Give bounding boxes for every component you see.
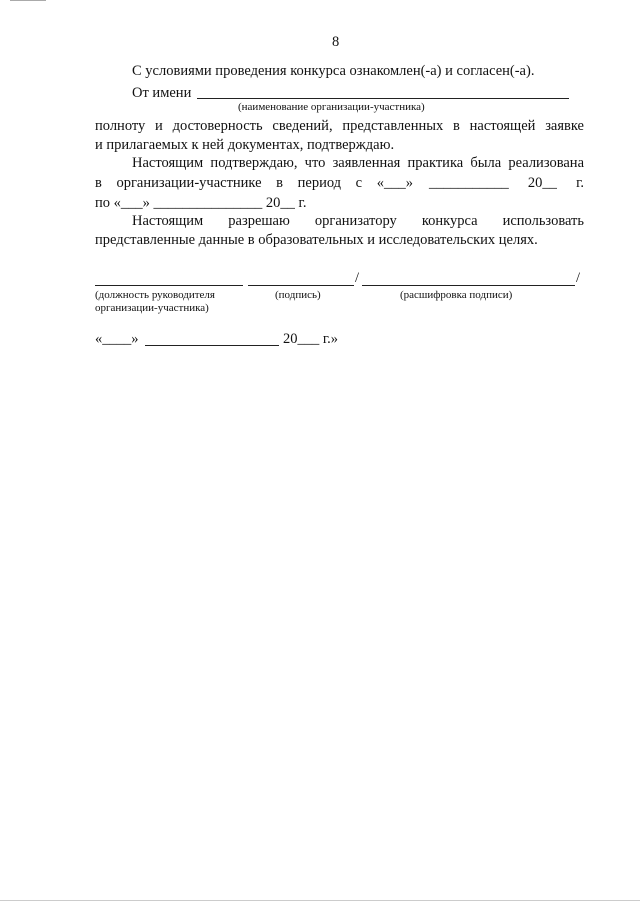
caption-position-2: организации-участника) <box>95 302 209 314</box>
permit-line-1: Настоящим разрешаю организатору конкурса использовать <box>132 213 584 229</box>
agreement-line: С условиями проведения конкурса ознакомлен(-а) и согласен(-а). <box>132 63 535 79</box>
decoding-line[interactable] <box>362 285 575 286</box>
position-line[interactable] <box>95 285 243 286</box>
caption-signature: (подпись) <box>275 289 321 301</box>
permit-line-2: представленные данные в образовательных и исследовательских целях. <box>95 232 538 248</box>
caption-position: (должность руководителя <box>95 289 215 301</box>
caption-decoding: (расшифровка подписи) <box>400 289 513 301</box>
date-year: 20___ г.» <box>283 331 339 347</box>
practice-line-3: по «___» _______________ 20__ г. <box>95 195 307 211</box>
signature-line[interactable] <box>248 285 354 286</box>
scan-corner-mark <box>10 0 46 1</box>
date-month-line[interactable] <box>145 345 279 346</box>
on-behalf-label: От имени <box>132 85 192 101</box>
org-name-line[interactable] <box>197 98 569 99</box>
slash-1: / <box>355 270 360 286</box>
confirm-line-2: и прилагаемых к ней документах, подтверждаю. <box>95 137 395 153</box>
confirm-line-1: полноту и достоверность сведений, представленных в настоящей заявке <box>95 118 584 134</box>
page-bottom-edge <box>0 900 640 901</box>
slash-2: / <box>576 270 581 286</box>
page-number: 8 <box>332 34 340 50</box>
practice-line-2-start: в организации-участнике в период с «___» <box>95 175 413 191</box>
date-day: «____» <box>95 331 139 347</box>
practice-line-2-end: ___________ 20__ г. <box>429 175 584 191</box>
practice-line-1: Настоящим подтверждаю, что заявленная практика была реализована <box>132 155 584 171</box>
org-name-caption: (наименование организации-участника) <box>238 101 425 113</box>
